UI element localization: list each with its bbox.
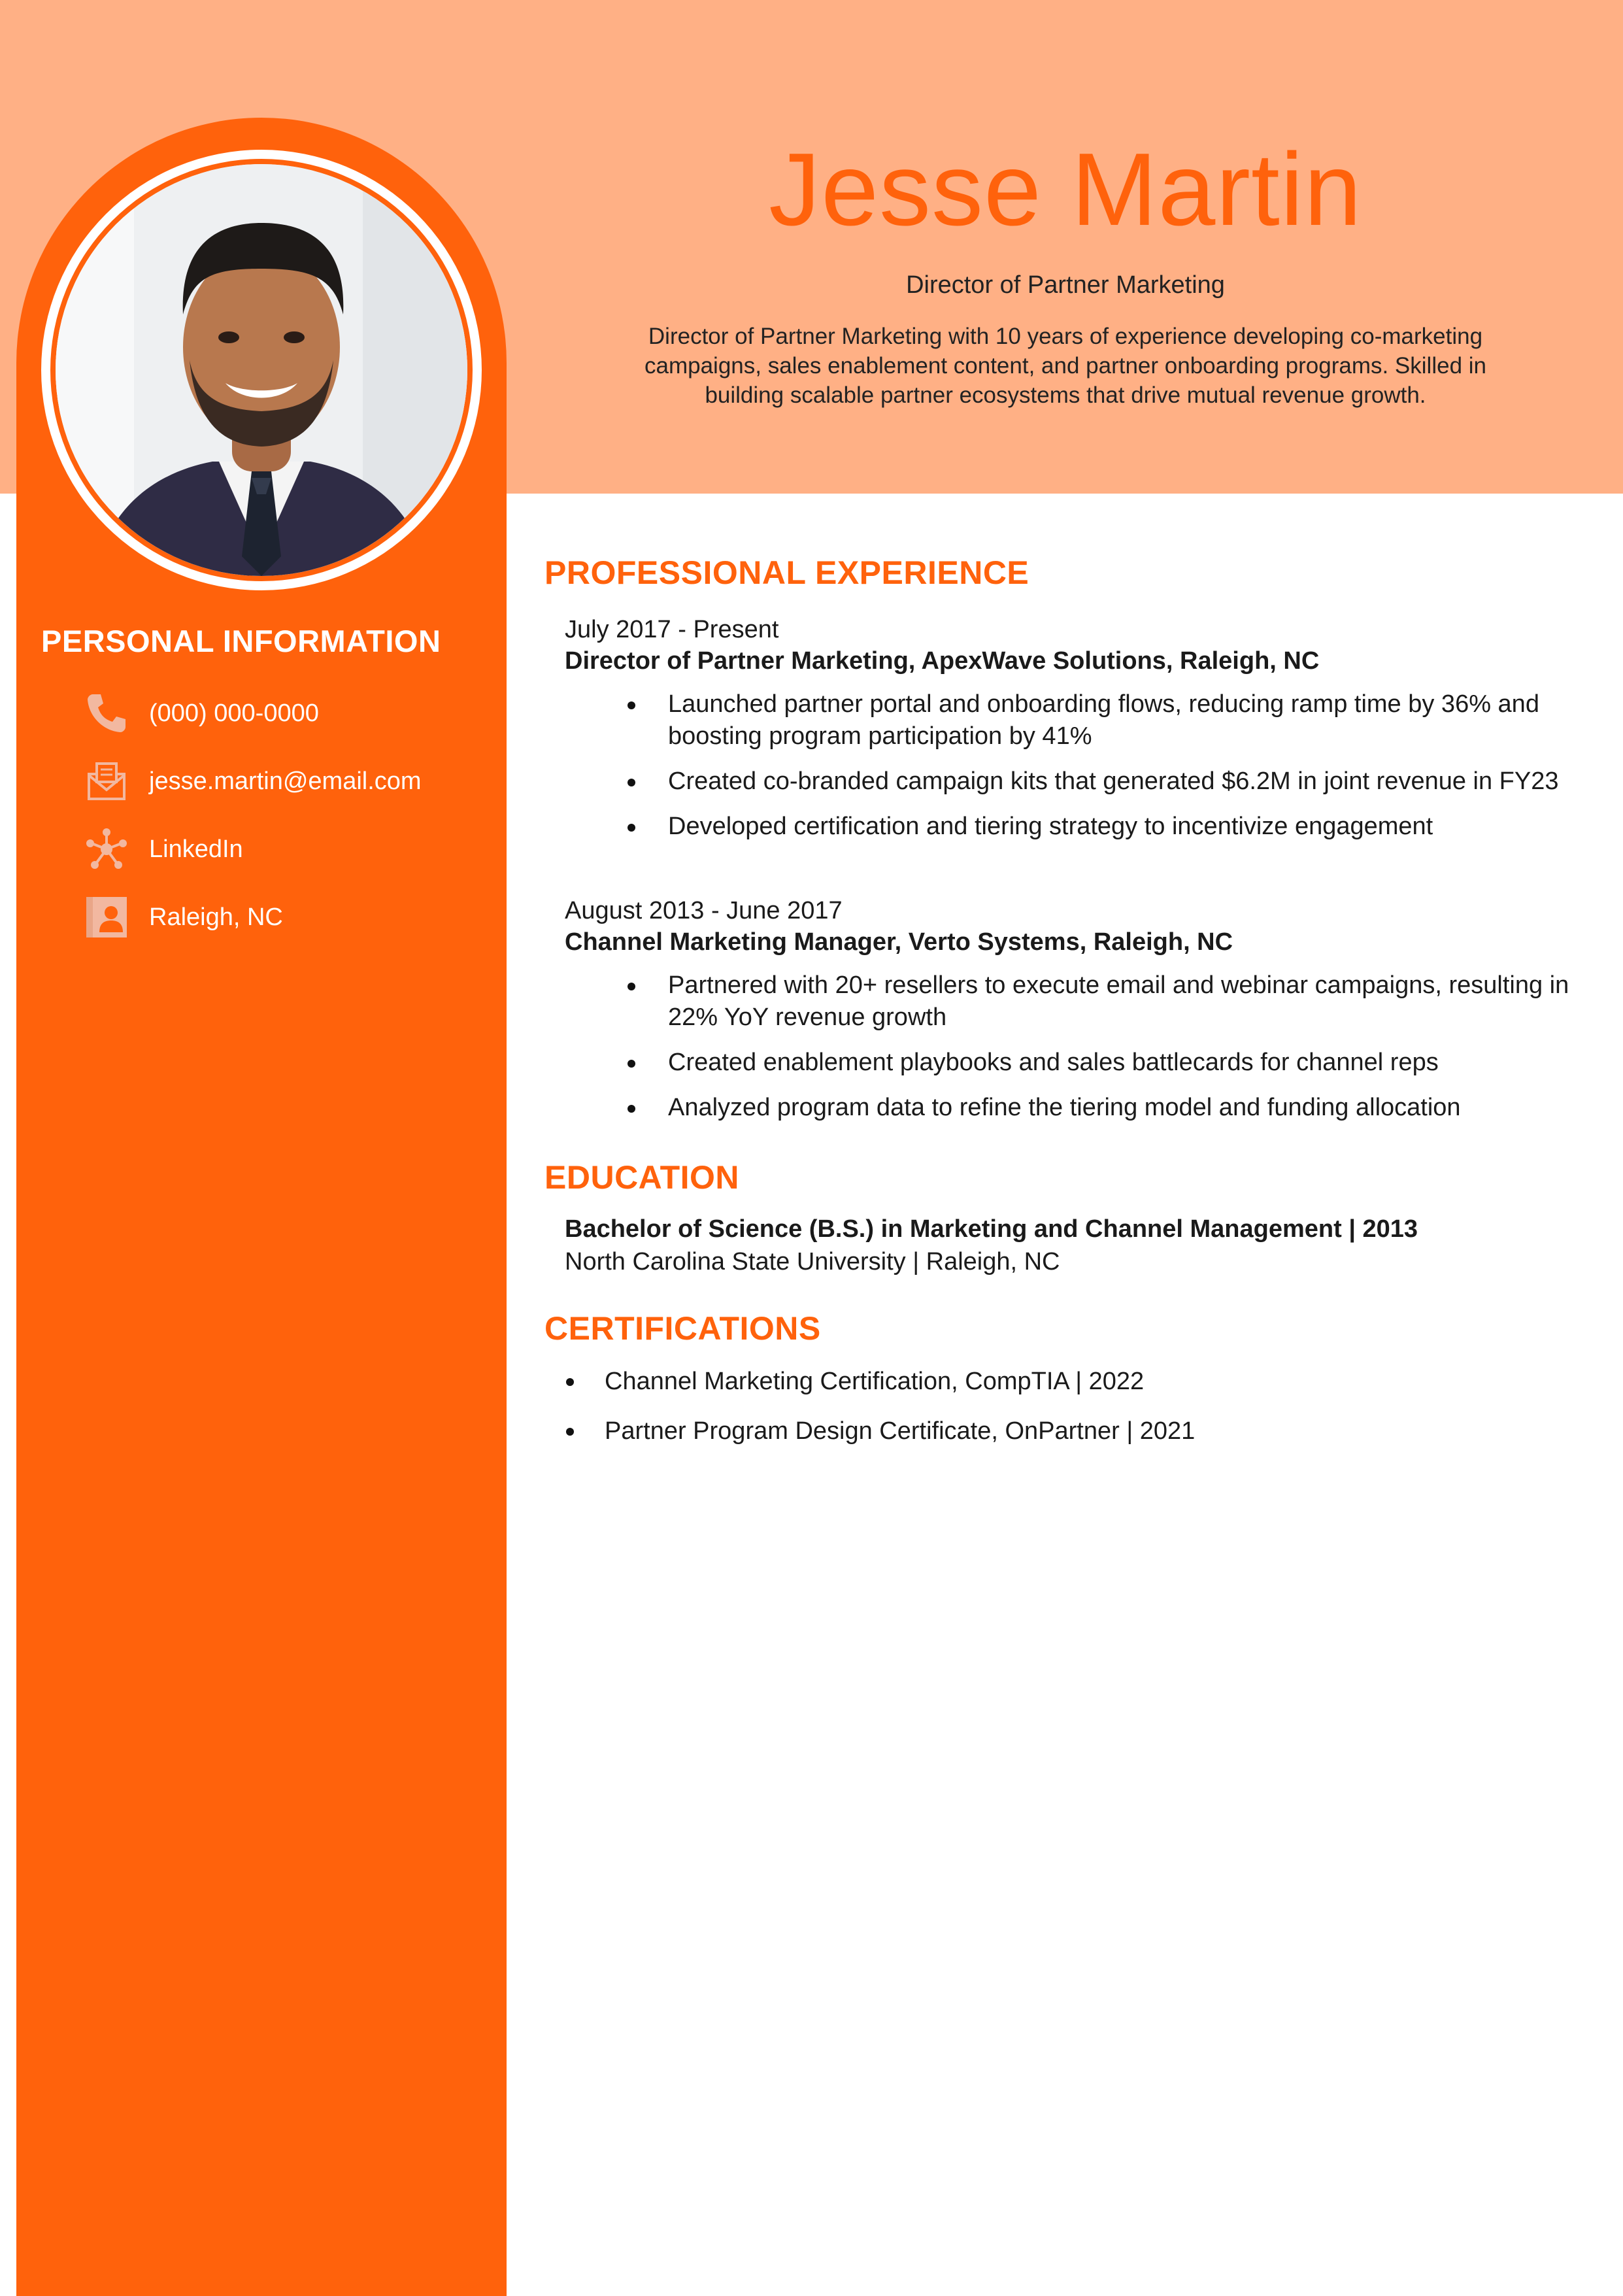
job-dates: August 2013 - June 2017 (565, 897, 843, 924)
job-bullet: Created co-branded campaign kits that generated $6.2M in joint revenue in FY23 (565, 766, 1584, 798)
certification-item: Partner Program Design Certificate, OnPartner | 2021 (565, 1415, 1584, 1447)
contact-linkedin-text[interactable]: LinkedIn (149, 835, 243, 863)
contact-email (84, 758, 422, 804)
contact-location (84, 894, 283, 940)
contact-phone (84, 690, 319, 736)
job-bullets (565, 688, 1584, 843)
email-icon (84, 758, 129, 804)
job-dates: July 2017 - Present (565, 616, 779, 643)
job-role: Channel Marketing Manager, Verto Systems, Raleigh, NC (565, 928, 1233, 956)
job-bullets (565, 970, 1584, 1124)
education-heading: EDUCATION (544, 1159, 740, 1196)
certifications-heading: CERTIFICATIONS (544, 1310, 821, 1347)
network-icon (84, 826, 129, 872)
phone-icon (84, 690, 129, 736)
experience-heading: PROFESSIONAL EXPERIENCE (544, 554, 1029, 591)
education-entry (565, 1213, 1584, 1278)
location-contact-icon (84, 894, 129, 940)
profile-photo (56, 164, 467, 576)
certification-item: Channel Marketing Certification, CompTIA | 2022 (565, 1365, 1584, 1398)
contact-linkedin (84, 826, 243, 872)
certifications-list (565, 1365, 1584, 1464)
contact-phone-text: (000) 000-0000 (149, 699, 319, 727)
candidate-title: Director of Partner Marketing (906, 271, 1225, 299)
profile-photo-illustration (56, 164, 467, 576)
job-bullet: Launched partner portal and onboarding flows, reducing ramp time by 36% and boosting program participation by 41% (565, 688, 1584, 752)
job-bullet: Partnered with 20+ resellers to execute email and webinar campaigns, resulting in 22% YoY revenue growth (565, 970, 1584, 1034)
personal-info-heading: PERSONAL INFORMATION (41, 624, 441, 658)
candidate-name: Jesse Martin (769, 132, 1362, 247)
candidate-summary: Director of Partner Marketing with 10 years of experience developing co-marketing campaigns, sales enablement content, and partner onboarding programs. Skilled in building scalable partner ecosystems that drive mutual revenue growth. (644, 324, 1486, 408)
job-bullet: Created enablement playbooks and sales battlecards for channel reps (565, 1047, 1584, 1079)
contact-location-text: Raleigh, NC (149, 903, 283, 931)
job-entry (565, 614, 1584, 856)
education-school: North Carolina State University | Raleigh, NC (565, 1248, 1060, 1275)
job-entry (565, 895, 1584, 1137)
contact-email-text[interactable]: jesse.martin@email.com (149, 767, 422, 795)
job-role: Director of Partner Marketing, ApexWave Solutions, Raleigh, NC (565, 647, 1320, 675)
job-bullet: Analyzed program data to refine the tiering model and funding allocation (565, 1092, 1584, 1124)
education-degree: Bachelor of Science (B.S.) in Marketing and Channel Management | 2013 (565, 1215, 1418, 1243)
job-bullet: Developed certification and tiering strategy to incentivize engagement (565, 811, 1584, 843)
